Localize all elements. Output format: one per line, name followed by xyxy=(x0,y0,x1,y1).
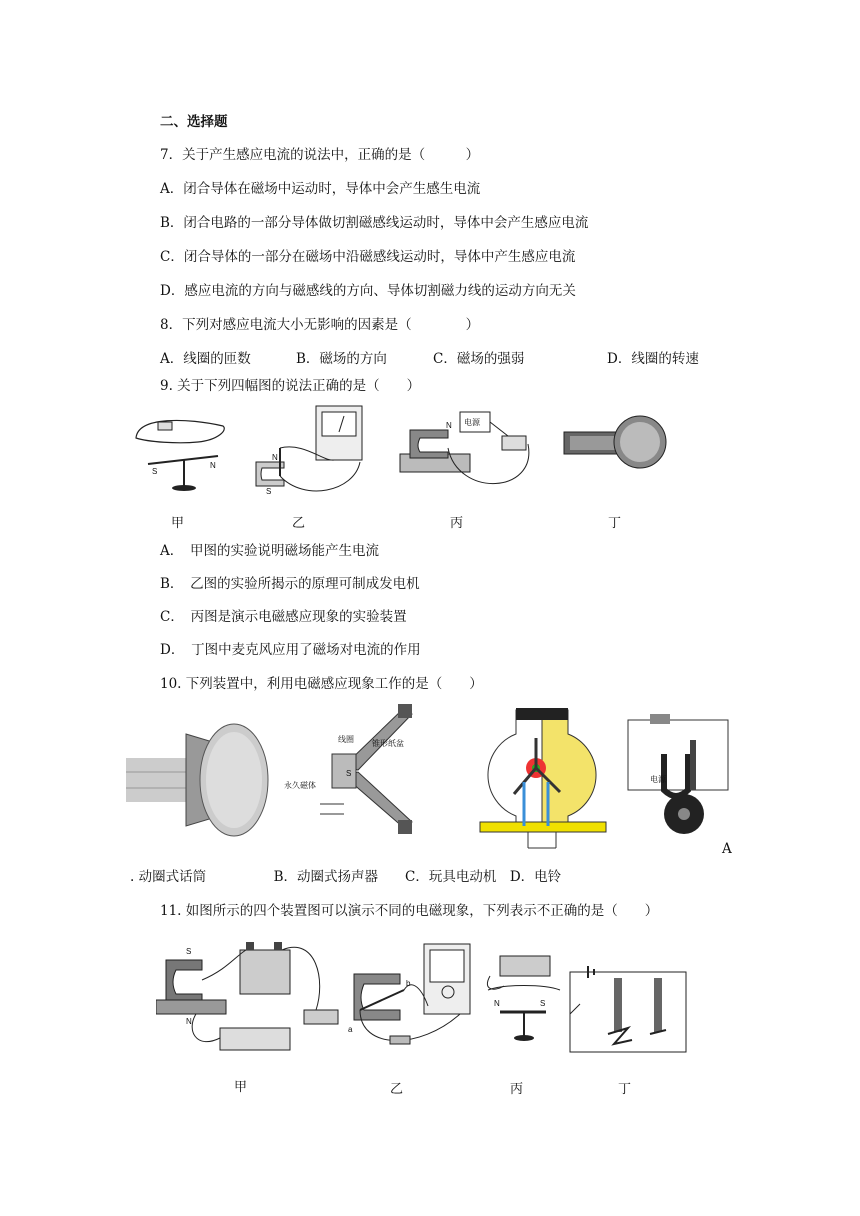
question-10-stem: 10. 下列装置中，利用电磁感应现象工作的是（ ） xyxy=(160,676,483,692)
figure-10-cone-label: 锥形纸盆 xyxy=(372,739,404,748)
section-title: 二、选择题 xyxy=(160,114,228,130)
figure-11-caption-jia: 甲 xyxy=(234,1080,248,1095)
figure-10-speaker xyxy=(284,704,424,838)
question-9-stem: 9. 关于下列四幅图的说法正确的是（ ） xyxy=(160,378,421,394)
question-9-option-d: D． 丁图中麦克风应用了磁场对电流的作用 xyxy=(160,642,421,658)
question-8-option-d: D．线圈的转速 xyxy=(607,351,699,367)
figure-10-bell xyxy=(614,710,738,836)
question-7-option-b: B．闭合电路的一部分导体做切割磁感线运动时，导体中会产生感应电流 xyxy=(160,215,589,231)
figure-11-jia-n-label: N xyxy=(186,1017,192,1026)
figure-10-s-label: S xyxy=(346,769,352,778)
figure-11-yi xyxy=(340,940,480,1064)
figure-11-bing-s-label: S xyxy=(540,999,546,1008)
stray-letter-a: A xyxy=(722,841,732,857)
figure-11-ding xyxy=(566,964,690,1056)
question-8-option-c: C．磁场的强弱 xyxy=(433,351,525,367)
figure-9-ding xyxy=(560,408,670,482)
figure-9-caption-jia: 甲 xyxy=(171,516,185,531)
figure-10-motor xyxy=(476,704,610,854)
question-8-option-a: A．线圈的匝数 xyxy=(160,351,251,367)
question-7-option-c: C．闭合导体的一部分在磁场中沿磁感线运动时，导体中产生感应电流 xyxy=(160,249,576,265)
figure-11-bing xyxy=(484,950,564,1054)
figure-9-bing-power-label: 电源 xyxy=(464,418,480,427)
question-7-option-a: A．闭合导体在磁场中运动时，导体中会产生感生电流 xyxy=(160,181,481,197)
figure-10-bell-power-label: 电源 xyxy=(650,775,666,784)
figure-11-jia xyxy=(156,940,346,1064)
figure-9-jia xyxy=(128,408,238,498)
question-9-option-a: A． 甲图的实验说明磁场能产生电流 xyxy=(160,543,379,559)
question-8-option-b: B．磁场的方向 xyxy=(296,351,387,367)
question-7-stem: 7．关于产生感应电流的说法中，正确的是（ ） xyxy=(160,147,480,163)
figure-9-jia-s-label: S xyxy=(152,467,158,476)
figure-9-yi-s-label: S xyxy=(266,487,272,496)
question-7-option-d: D．感应电流的方向与磁感线的方向、导体切割磁力线的运动方向无关 xyxy=(160,283,576,299)
question-9-option-c: C． 丙图是演示电磁感应现象的实验装置 xyxy=(160,609,407,625)
figure-11-caption-yi: 乙 xyxy=(390,1082,404,1097)
figure-9-caption-yi: 乙 xyxy=(292,516,306,531)
figure-11-yi-b-label: b xyxy=(406,979,411,988)
figure-10-microphone xyxy=(126,716,276,838)
figure-11-bing-n-label: N xyxy=(494,999,500,1008)
question-10-options: . 动圈式话筒 B．动圈式扬声器 C．玩具电动机 D．电铃 xyxy=(130,869,562,885)
figure-11-caption-ding: 丁 xyxy=(618,1082,632,1097)
figure-9-yi-n-label: N xyxy=(272,453,278,462)
question-9-option-b: B． 乙图的实验所揭示的原理可制成发电机 xyxy=(160,576,420,592)
figure-9-jia-n-label: N xyxy=(210,461,216,470)
figure-11-caption-bing: 丙 xyxy=(510,1082,524,1097)
figure-9-caption-bing: 丙 xyxy=(450,516,464,531)
figure-9-yi xyxy=(244,402,374,498)
figure-11-yi-a-label: a xyxy=(348,1025,353,1034)
figure-9-bing xyxy=(398,408,548,498)
question-11-stem: 11. 如图所示的四个装置图可以演示不同的电磁现象，下列表示不正确的是（ ） xyxy=(160,903,659,919)
figure-9-caption-ding: 丁 xyxy=(608,516,622,531)
figure-10-magnet-label: 永久磁体 xyxy=(284,781,316,790)
figure-11-jia-s-label: S xyxy=(186,947,192,956)
figure-9-bing-n-label: N xyxy=(446,421,452,430)
figure-10-coil-label: 线圈 xyxy=(338,735,354,744)
question-8-stem: 8．下列对感应电流大小无影响的因素是（ ） xyxy=(160,317,480,333)
